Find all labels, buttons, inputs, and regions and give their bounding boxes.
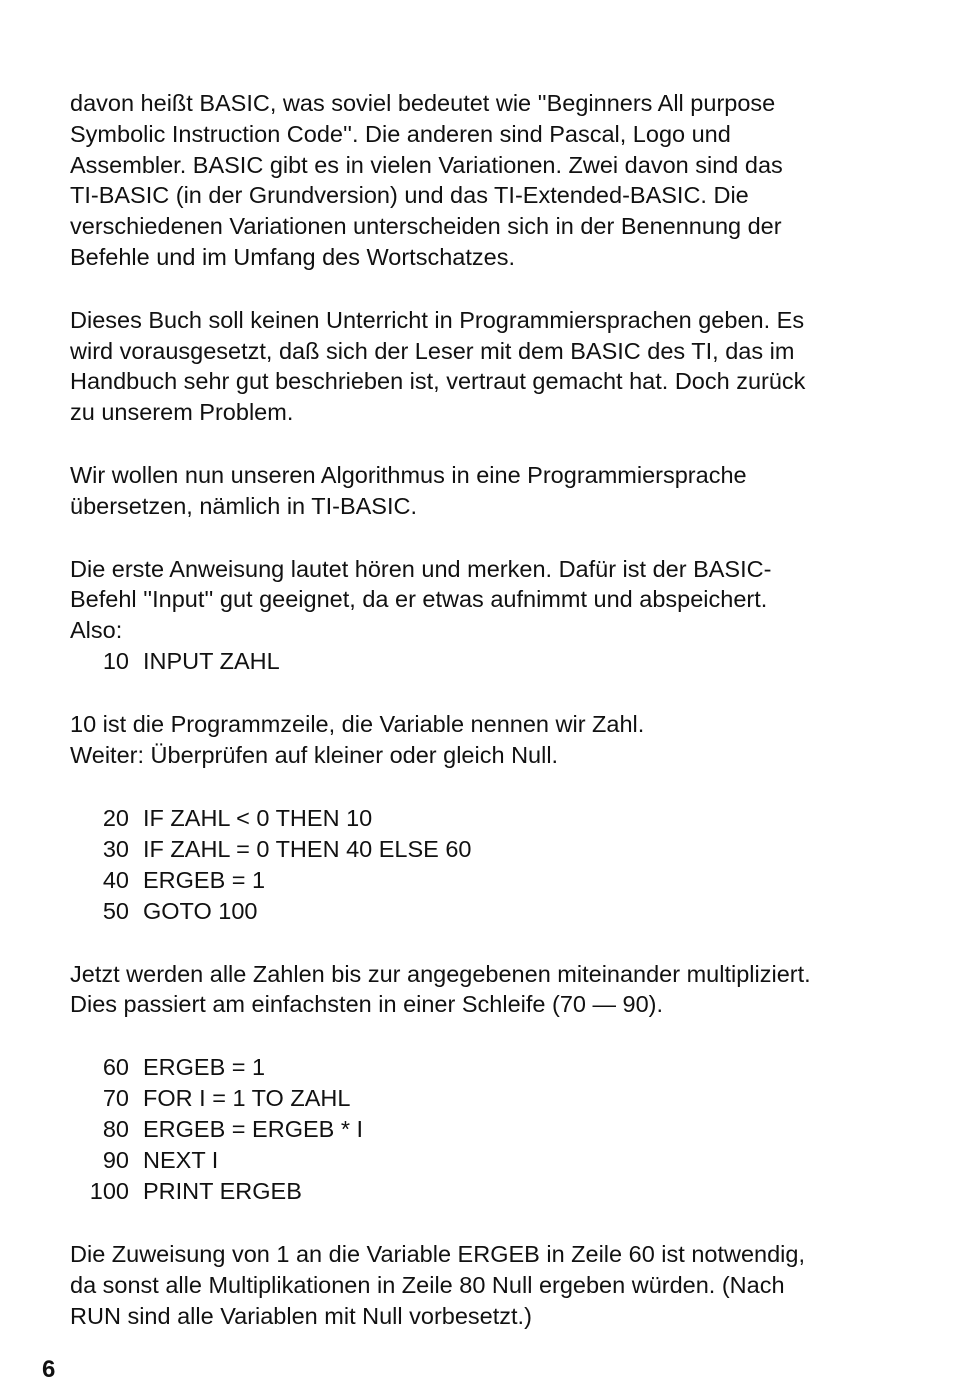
line-number: 80 [102, 1116, 129, 1143]
line-number: 40 [102, 866, 129, 893]
line-number: 30 [102, 835, 129, 862]
line-number: 100 [89, 1178, 129, 1205]
text-line: zu unserem Problem. [70, 399, 294, 426]
statement: IF ZAHL = 0 THEN 40 ELSE 60 [143, 835, 472, 862]
text-line: Weiter: Überprüfen auf kleiner oder gleich Null. [70, 741, 559, 768]
text-line: Die erste Anweisung lautet hören und merken. Dafür ist der BASIC- [70, 555, 772, 582]
text-line: Handbuch sehr gut beschrieben ist, vertraut gemacht hat. Doch zurück [70, 368, 806, 395]
code-line [70, 646, 872, 677]
code-line [70, 803, 872, 834]
code-line [70, 865, 872, 896]
statement: GOTO 100 [143, 897, 258, 924]
line-number: 20 [102, 804, 129, 831]
text-line: Jetzt werden alle Zahlen bis zur angegebenen miteinander multipliziert. [70, 960, 811, 987]
statement: NEXT I [143, 1147, 219, 1174]
text-line: RUN sind alle Variablen mit Null vorbesetzt.) [70, 1302, 532, 1329]
code-line [70, 896, 872, 927]
text-line: Befehl ''Input'' gut geeignet, da er etwas aufnimmt und abspeichert. [70, 586, 768, 613]
statement: ERGEB = 1 [143, 1054, 266, 1081]
text-line: Also: [70, 617, 123, 644]
text-line: wird vorausgesetzt, daß sich der Leser mit dem BASIC des TI, das im [70, 337, 795, 364]
text-line: übersetzen, nämlich in TI-BASIC. [70, 492, 417, 519]
line-number: 50 [102, 897, 129, 924]
code-block [70, 803, 872, 927]
paragraph [70, 460, 872, 522]
code-line [70, 1145, 872, 1176]
text-line: da sonst alle Multiplikationen in Zeile 80 Null ergeben würden. (Nach [70, 1271, 785, 1298]
text-line: Symbolic Instruction Code''. Die anderen sind Pascal, Logo und [70, 120, 731, 147]
code-line [70, 1176, 872, 1207]
line-number: 60 [102, 1054, 129, 1081]
text-line: Assembler. BASIC gibt es in vielen Variationen. Zwei davon sind das [70, 151, 783, 178]
page-number: 6 [42, 1356, 56, 1383]
code-line [70, 1052, 872, 1083]
text-line: verschiedenen Variationen unterscheiden sich in der Benennung der [70, 213, 782, 240]
code-line [70, 1114, 872, 1145]
code-line [70, 834, 872, 865]
statement: FOR I = 1 TO ZAHL [143, 1085, 351, 1112]
text-line: 10 ist die Programmzeile, die Variable nennen wir Zahl. [70, 710, 645, 737]
text-line: TI-BASIC (in der Grundversion) und das TI-Extended-BASIC. Die [70, 182, 749, 209]
code-line [70, 1083, 872, 1114]
line-number: 90 [102, 1147, 129, 1174]
statement: ERGEB = 1 [143, 866, 266, 893]
page-body [70, 88, 872, 1332]
text-line: davon heißt BASIC, was soviel bedeutet wie ''Beginners All purpose [70, 90, 776, 116]
paragraph [70, 305, 872, 428]
text-line: Dies passiert am einfachsten in einer Schleife (70 — 90). [70, 991, 664, 1018]
paragraph [70, 554, 872, 646]
code-block [70, 1052, 872, 1207]
text-line: Wir wollen nun unseren Algorithmus in eine Programmiersprache [70, 461, 747, 488]
paragraph [70, 959, 872, 1021]
text-line: Die Zuweisung von 1 an die Variable ERGEB in Zeile 60 ist notwendig, [70, 1241, 805, 1268]
statement: IF ZAHL < 0 THEN 10 [143, 804, 373, 831]
statement: PRINT ERGEB [143, 1178, 302, 1205]
paragraph [70, 1239, 872, 1331]
statement: INPUT ZAHL [143, 647, 280, 674]
paragraph [70, 88, 872, 273]
line-number: 10 [102, 647, 129, 674]
statement: ERGEB = ERGEB * I [143, 1116, 364, 1143]
text-line: Befehle und im Umfang des Wortschatzes. [70, 243, 515, 270]
line-number: 70 [102, 1085, 129, 1112]
paragraph [70, 709, 872, 771]
code-block [70, 646, 872, 677]
text-line: Dieses Buch soll keinen Unterricht in Programmiersprachen geben. Es [70, 306, 805, 333]
